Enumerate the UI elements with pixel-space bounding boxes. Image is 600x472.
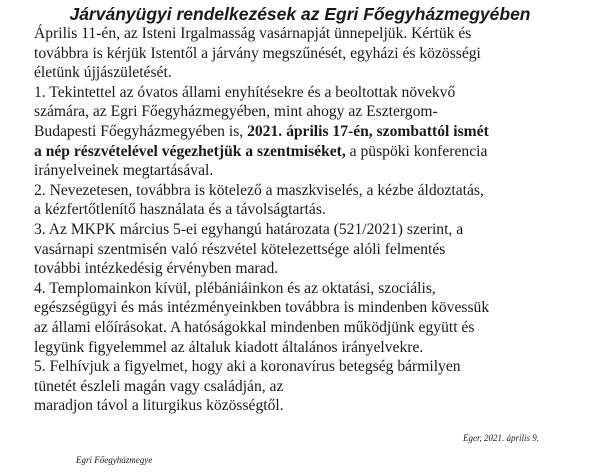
document-title: Járványügyi rendelkezések az Egri Főegyházmegyében bbox=[69, 4, 531, 24]
paragraph-3 bbox=[34, 220, 590, 279]
text-line bbox=[34, 142, 590, 162]
paragraph-5 bbox=[34, 357, 590, 416]
text-segment: a püspöki konferencia bbox=[345, 142, 488, 160]
text-line: egészségügyi és más intézményeinkben továbbra is mindenben kövessük bbox=[34, 299, 490, 317]
paragraph-4 bbox=[34, 279, 590, 357]
text-line: számára, az Egri Főegyházmegyében, mint ahogy az Esztergom- bbox=[34, 103, 438, 121]
text-line: 3. Az MKPK március 5-ei egyhangú határozata (521/2021) szerint, a bbox=[34, 220, 464, 238]
paragraph-1 bbox=[34, 83, 590, 181]
text-line: tünetét észleli magán vagy családján, az bbox=[34, 377, 284, 395]
footer-source: Egri Főegyházmegye bbox=[76, 455, 153, 465]
document-body bbox=[34, 24, 590, 416]
text-line: az állami előírásokat. A hatóságokkal mindenben működjünk együtt és bbox=[34, 318, 475, 336]
text-line: a kézfertőtlenítő használata és a távolságtartás. bbox=[34, 201, 326, 219]
place-date-signature: Eger, 2021. április 9. bbox=[463, 433, 540, 443]
text-segment: Budapesti Főegyházmegyében is, bbox=[34, 122, 248, 140]
text-line: Április 11-én, az Isteni Irgalmasság vasárnapját ünnepeljük. Kértük és bbox=[34, 25, 472, 42]
text-line: 4. Templomainkon kívül, plébániáinkon és az oktatási, szociális, bbox=[34, 279, 436, 297]
text-line: 5. Felhívjuk a figyelmet, hogy aki a koronavírus betegség bármilyen bbox=[34, 358, 461, 376]
text-line: legyünk figyelemmel az általuk kiadott általános irányelvekre. bbox=[34, 338, 424, 356]
intro-paragraph bbox=[34, 24, 590, 83]
text-line: irányelveinek megtartásával. bbox=[34, 162, 214, 180]
text-line: 2. Nevezetesen, továbbra is kötelező a maszkviselés, a kézbe áldoztatás, bbox=[34, 181, 484, 199]
bold-mass-text: a nép részvételével végezhetjük a szentmiséket, bbox=[34, 142, 346, 160]
text-line: továbbra is kérjük Istentől a járvány megszűnését, egyházi és közösségi bbox=[34, 44, 481, 62]
text-line: maradjon távol a liturgikus közösségtől. bbox=[34, 397, 284, 415]
bold-date-text: 2021. április 17-én, szombattól ismét bbox=[247, 122, 489, 140]
text-line: életünk újjászületését. bbox=[34, 64, 172, 82]
paragraph-2 bbox=[34, 181, 590, 220]
text-line: 1. Tekintettel az óvatos állami enyhítésekre és a beoltottak növekvő bbox=[34, 83, 456, 101]
text-line bbox=[34, 122, 590, 142]
text-line: további intézkedésig érvényben marad. bbox=[34, 260, 279, 278]
text-line: vasárnapi szentmisén való részvétel kötelezettsége alóli felmentés bbox=[34, 240, 446, 258]
